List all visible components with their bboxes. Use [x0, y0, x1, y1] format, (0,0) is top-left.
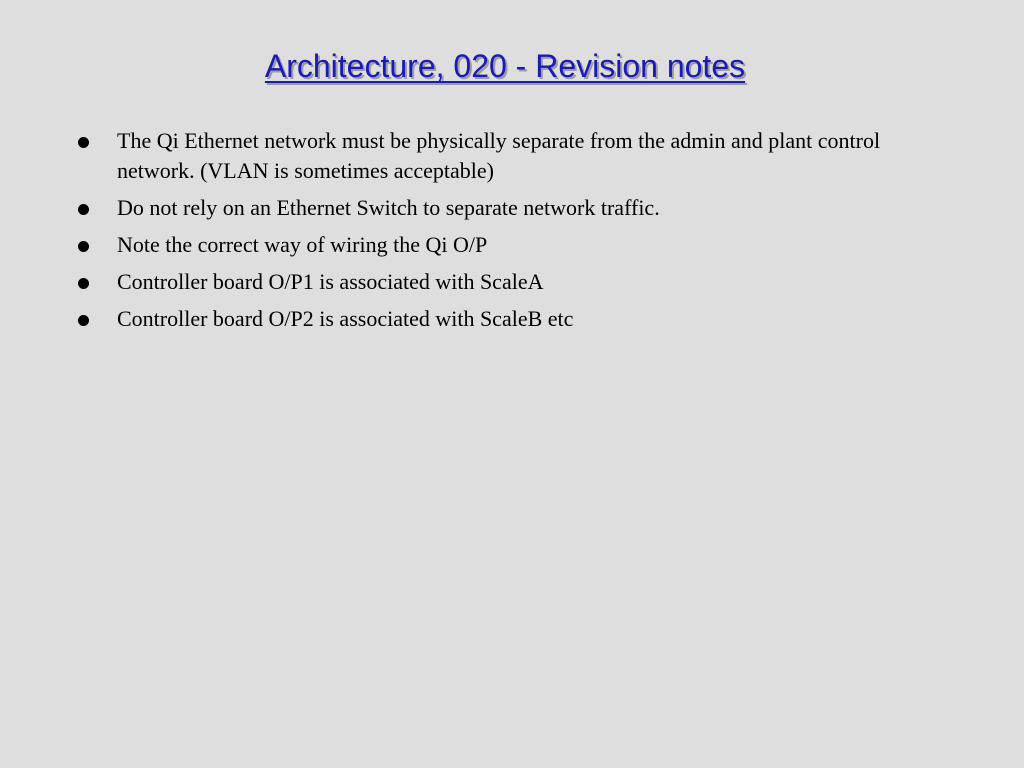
bullet-dot-icon — [78, 204, 89, 215]
bullet-text: The Qi Ethernet network must be physically separate from the admin and plant control network. (VLAN is sometimes acceptable) — [117, 128, 881, 183]
bullet-item — [78, 230, 958, 260]
bullet-dot-icon — [78, 315, 89, 326]
bullet-text: Note the correct way of wiring the Qi O/P — [117, 232, 488, 257]
bullet-dot-icon — [78, 241, 89, 252]
bullet-list — [78, 126, 958, 341]
bullet-item — [78, 304, 958, 334]
bullet-item — [78, 267, 958, 297]
slide-title: Architecture, 020 - Revision notes — [264, 48, 746, 84]
bullet-text: Do not rely on an Ethernet Switch to separate network traffic. — [117, 195, 660, 220]
bullet-dot-icon — [78, 278, 89, 289]
bullet-text: Controller board O/P2 is associated with ScaleB etc — [117, 306, 574, 331]
bullet-item — [78, 126, 958, 186]
bullet-dot-icon — [78, 137, 89, 148]
bullet-item — [78, 193, 958, 223]
bullet-text: Controller board O/P1 is associated with ScaleA — [117, 269, 544, 294]
